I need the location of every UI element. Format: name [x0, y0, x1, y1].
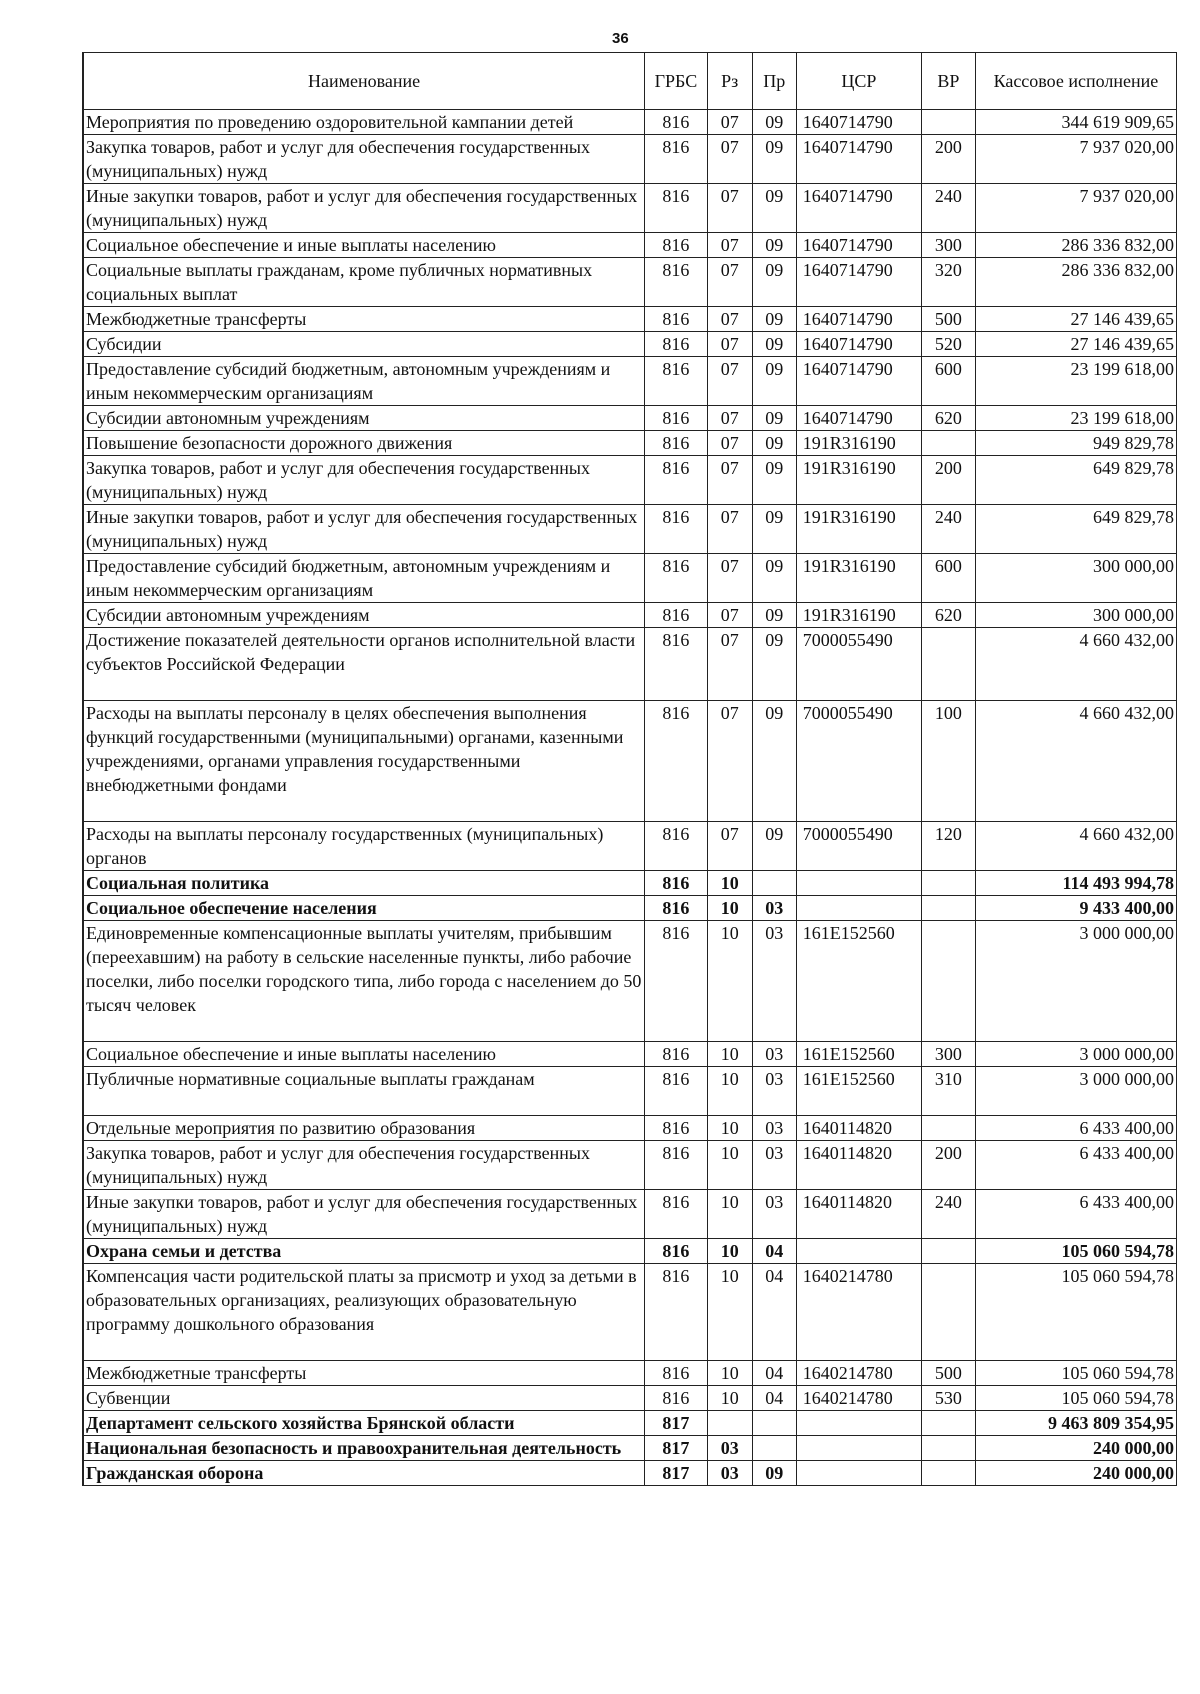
row-rz-cell: 07 [707, 357, 752, 406]
table-row [83, 603, 1177, 628]
row-pr-cell: 09 [752, 822, 796, 871]
row-grbs-cell: 816 [645, 1141, 708, 1190]
column-header-amount: Кассовое исполнение [975, 53, 1176, 110]
row-grbs-cell: 816 [645, 110, 708, 135]
table-row [83, 1190, 1177, 1239]
row-name-cell: Закупка товаров, работ и услуг для обеспечения государственных (муниципальных) нужд [83, 456, 645, 505]
row-pr-cell: 03 [752, 1116, 796, 1141]
table-row [83, 1461, 1177, 1486]
row-grbs-cell: 816 [645, 603, 708, 628]
row-pr-cell: 09 [752, 431, 796, 456]
row-vr-cell: 200 [922, 135, 976, 184]
row-csr-cell: 1640214780 [796, 1386, 921, 1411]
row-vr-cell: 200 [922, 456, 976, 505]
row-rz-cell [707, 1411, 752, 1436]
row-pr-cell [752, 1436, 796, 1461]
column-header-vr: ВР [922, 53, 976, 110]
table-row [83, 1361, 1177, 1386]
row-grbs-cell: 816 [645, 1239, 708, 1264]
row-name-cell: Единовременные компенсационные выплаты учителям, прибывшим (переехавшим) на работу в сельские населенные пункты, либо рабочие поселки, либо поселки городского типа, либо города с населением до 50 тысяч человек [83, 921, 645, 1042]
row-name-cell: Гражданская оборона [83, 1461, 645, 1486]
row-vr-cell: 300 [922, 233, 976, 258]
row-csr-cell: 1640714790 [796, 110, 921, 135]
row-csr-cell: 1640214780 [796, 1361, 921, 1386]
table-row [83, 258, 1177, 307]
row-name-cell: Охрана семьи и детства [83, 1239, 645, 1264]
row-name-cell: Иные закупки товаров, работ и услуг для обеспечения государственных (муниципальных) нужд [83, 184, 645, 233]
row-amount-cell: 105 060 594,78 [975, 1361, 1176, 1386]
row-name-cell: Компенсация части родительской платы за присмотр и уход за детьми в образовательных организациях, реализующих образовательную программу дошкольного образования [83, 1264, 645, 1361]
row-csr-cell: 161E152560 [796, 1067, 921, 1116]
row-grbs-cell: 816 [645, 628, 708, 701]
row-csr-cell: 191R316190 [796, 554, 921, 603]
row-name-cell: Иные закупки товаров, работ и услуг для обеспечения государственных (муниципальных) нужд [83, 1190, 645, 1239]
row-csr-cell: 1640714790 [796, 135, 921, 184]
row-vr-cell: 100 [922, 701, 976, 822]
row-name-cell: Расходы на выплаты персоналу в целях обеспечения выполнения функций государственными (муниципальными) органами, казенными учреждениями, органами управления государственными внебюджетными фондами [83, 701, 645, 822]
row-vr-cell [922, 896, 976, 921]
row-vr-cell [922, 628, 976, 701]
table-row [83, 871, 1177, 896]
row-csr-cell: 1640714790 [796, 184, 921, 233]
row-amount-cell: 4 660 432,00 [975, 701, 1176, 822]
row-rz-cell: 07 [707, 505, 752, 554]
row-amount-cell: 27 146 439,65 [975, 307, 1176, 332]
row-csr-cell: 1640114820 [796, 1116, 921, 1141]
row-rz-cell: 07 [707, 456, 752, 505]
row-pr-cell: 04 [752, 1386, 796, 1411]
row-vr-cell: 530 [922, 1386, 976, 1411]
row-pr-cell: 09 [752, 357, 796, 406]
row-name-cell: Отдельные мероприятия по развитию образования [83, 1116, 645, 1141]
row-pr-cell: 03 [752, 1042, 796, 1067]
row-name-cell: Социальные выплаты гражданам, кроме публичных нормативных социальных выплат [83, 258, 645, 307]
row-csr-cell: 1640114820 [796, 1190, 921, 1239]
row-grbs-cell: 816 [645, 233, 708, 258]
table-row [83, 1264, 1177, 1361]
row-rz-cell: 07 [707, 406, 752, 431]
table-row [83, 1116, 1177, 1141]
row-name-cell: Закупка товаров, работ и услуг для обеспечения государственных (муниципальных) нужд [83, 135, 645, 184]
row-name-cell: Закупка товаров, работ и услуг для обеспечения государственных (муниципальных) нужд [83, 1141, 645, 1190]
row-csr-cell [796, 1239, 921, 1264]
row-grbs-cell: 816 [645, 1190, 708, 1239]
row-pr-cell: 09 [752, 233, 796, 258]
row-amount-cell: 7 937 020,00 [975, 184, 1176, 233]
row-rz-cell: 07 [707, 135, 752, 184]
row-csr-cell: 1640714790 [796, 357, 921, 406]
row-amount-cell: 240 000,00 [975, 1436, 1176, 1461]
row-csr-cell [796, 896, 921, 921]
row-grbs-cell: 816 [645, 258, 708, 307]
column-header-csr: ЦСР [796, 53, 921, 110]
row-vr-cell [922, 1411, 976, 1436]
row-pr-cell: 04 [752, 1264, 796, 1361]
row-amount-cell: 9 463 809 354,95 [975, 1411, 1176, 1436]
row-grbs-cell: 816 [645, 357, 708, 406]
row-csr-cell: 191R316190 [796, 456, 921, 505]
row-csr-cell [796, 1411, 921, 1436]
row-name-cell: Субсидии автономным учреждениям [83, 406, 645, 431]
row-vr-cell [922, 1239, 976, 1264]
row-csr-cell: 191R316190 [796, 505, 921, 554]
row-vr-cell [922, 1264, 976, 1361]
row-name-cell: Субвенции [83, 1386, 645, 1411]
row-rz-cell: 10 [707, 1239, 752, 1264]
row-pr-cell: 09 [752, 258, 796, 307]
row-pr-cell [752, 871, 796, 896]
row-csr-cell: 1640714790 [796, 233, 921, 258]
row-vr-cell: 500 [922, 307, 976, 332]
row-vr-cell: 300 [922, 1042, 976, 1067]
row-grbs-cell: 816 [645, 822, 708, 871]
row-amount-cell: 3 000 000,00 [975, 1042, 1176, 1067]
row-pr-cell: 09 [752, 1461, 796, 1486]
row-amount-cell: 23 199 618,00 [975, 357, 1176, 406]
row-pr-cell: 09 [752, 701, 796, 822]
row-name-cell: Социальная политика [83, 871, 645, 896]
table-row [83, 1042, 1177, 1067]
row-name-cell: Расходы на выплаты персоналу государственных (муниципальных) органов [83, 822, 645, 871]
column-header-name: Наименование [83, 53, 645, 110]
row-csr-cell: 1640714790 [796, 332, 921, 357]
row-name-cell: Публичные нормативные социальные выплаты гражданам [83, 1067, 645, 1116]
row-csr-cell: 191R316190 [796, 603, 921, 628]
row-csr-cell [796, 1436, 921, 1461]
row-name-cell: Мероприятия по проведению оздоровительной кампании детей [83, 110, 645, 135]
row-pr-cell: 09 [752, 135, 796, 184]
table-row [83, 1386, 1177, 1411]
row-csr-cell [796, 1461, 921, 1486]
row-name-cell: Национальная безопасность и правоохранительная деятельность [83, 1436, 645, 1461]
row-rz-cell: 07 [707, 110, 752, 135]
row-vr-cell: 120 [922, 822, 976, 871]
row-amount-cell: 6 433 400,00 [975, 1141, 1176, 1190]
row-amount-cell: 114 493 994,78 [975, 871, 1176, 896]
row-name-cell: Департамент сельского хозяйства Брянской области [83, 1411, 645, 1436]
row-rz-cell: 10 [707, 1386, 752, 1411]
row-amount-cell: 649 829,78 [975, 456, 1176, 505]
row-name-cell: Предоставление субсидий бюджетным, автономным учреждениям и иным некоммерческим организациям [83, 357, 645, 406]
row-rz-cell: 07 [707, 554, 752, 603]
row-csr-cell: 1640714790 [796, 307, 921, 332]
row-csr-cell: 191R316190 [796, 431, 921, 456]
row-pr-cell: 03 [752, 1067, 796, 1116]
row-vr-cell: 240 [922, 184, 976, 233]
row-amount-cell: 23 199 618,00 [975, 406, 1176, 431]
column-header-pr: Пр [752, 53, 796, 110]
row-amount-cell: 240 000,00 [975, 1461, 1176, 1486]
row-grbs-cell: 816 [645, 406, 708, 431]
row-name-cell: Субсидии автономным учреждениям [83, 603, 645, 628]
row-amount-cell: 6 433 400,00 [975, 1116, 1176, 1141]
row-amount-cell: 4 660 432,00 [975, 822, 1176, 871]
row-pr-cell: 03 [752, 921, 796, 1042]
row-pr-cell: 09 [752, 603, 796, 628]
table-row [83, 110, 1177, 135]
row-rz-cell: 10 [707, 921, 752, 1042]
row-amount-cell: 3 000 000,00 [975, 1067, 1176, 1116]
table-row [83, 896, 1177, 921]
row-vr-cell [922, 1116, 976, 1141]
row-grbs-cell: 816 [645, 184, 708, 233]
row-csr-cell: 1640114820 [796, 1141, 921, 1190]
row-grbs-cell: 816 [645, 1361, 708, 1386]
table-row [83, 431, 1177, 456]
row-amount-cell: 286 336 832,00 [975, 233, 1176, 258]
table-row [83, 1141, 1177, 1190]
row-rz-cell: 07 [707, 332, 752, 357]
row-grbs-cell: 816 [645, 1264, 708, 1361]
table-row [83, 1239, 1177, 1264]
row-amount-cell: 300 000,00 [975, 603, 1176, 628]
row-vr-cell: 600 [922, 357, 976, 406]
row-name-cell: Достижение показателей деятельности органов исполнительной власти субъектов Российской Федерации [83, 628, 645, 701]
row-rz-cell: 07 [707, 603, 752, 628]
table-row [83, 406, 1177, 431]
row-name-cell: Межбюджетные трансферты [83, 307, 645, 332]
row-rz-cell: 07 [707, 233, 752, 258]
table-header-row [83, 53, 1177, 110]
row-amount-cell: 949 829,78 [975, 431, 1176, 456]
row-amount-cell: 7 937 020,00 [975, 135, 1176, 184]
row-amount-cell: 105 060 594,78 [975, 1264, 1176, 1361]
row-name-cell: Предоставление субсидий бюджетным, автономным учреждениям и иным некоммерческим организациям [83, 554, 645, 603]
table-row [83, 357, 1177, 406]
table-row [83, 1436, 1177, 1461]
row-pr-cell: 04 [752, 1239, 796, 1264]
row-name-cell: Социальное обеспечение населения [83, 896, 645, 921]
row-name-cell: Межбюджетные трансферты [83, 1361, 645, 1386]
table-row [83, 701, 1177, 822]
row-csr-cell: 7000055490 [796, 628, 921, 701]
row-amount-cell: 105 060 594,78 [975, 1239, 1176, 1264]
row-rz-cell: 10 [707, 1042, 752, 1067]
row-csr-cell: 161E152560 [796, 921, 921, 1042]
row-grbs-cell: 816 [645, 332, 708, 357]
row-name-cell: Социальное обеспечение и иные выплаты населению [83, 1042, 645, 1067]
row-grbs-cell: 816 [645, 431, 708, 456]
row-amount-cell: 344 619 909,65 [975, 110, 1176, 135]
row-rz-cell: 03 [707, 1436, 752, 1461]
row-vr-cell: 240 [922, 505, 976, 554]
row-vr-cell: 240 [922, 1190, 976, 1239]
row-csr-cell: 1640714790 [796, 258, 921, 307]
row-amount-cell: 649 829,78 [975, 505, 1176, 554]
row-amount-cell: 9 433 400,00 [975, 896, 1176, 921]
row-grbs-cell: 816 [645, 456, 708, 505]
row-rz-cell: 07 [707, 258, 752, 307]
row-pr-cell: 03 [752, 1190, 796, 1239]
column-header-grbs: ГРБС [645, 53, 708, 110]
row-grbs-cell: 816 [645, 1116, 708, 1141]
row-pr-cell: 09 [752, 332, 796, 357]
row-csr-cell: 7000055490 [796, 822, 921, 871]
row-name-cell: Повышение безопасности дорожного движения [83, 431, 645, 456]
table-row [83, 505, 1177, 554]
row-pr-cell: 09 [752, 628, 796, 701]
table-row [83, 135, 1177, 184]
row-pr-cell: 09 [752, 110, 796, 135]
table-body [83, 110, 1177, 1486]
row-pr-cell: 09 [752, 554, 796, 603]
row-pr-cell: 09 [752, 184, 796, 233]
row-rz-cell: 03 [707, 1461, 752, 1486]
row-vr-cell [922, 431, 976, 456]
row-vr-cell: 310 [922, 1067, 976, 1116]
row-name-cell: Социальное обеспечение и иные выплаты населению [83, 233, 645, 258]
row-pr-cell: 03 [752, 1141, 796, 1190]
table-row [83, 1411, 1177, 1436]
row-grbs-cell: 816 [645, 896, 708, 921]
table-row [83, 628, 1177, 701]
table-row [83, 332, 1177, 357]
row-grbs-cell: 817 [645, 1461, 708, 1486]
row-vr-cell: 200 [922, 1141, 976, 1190]
row-amount-cell: 6 433 400,00 [975, 1190, 1176, 1239]
row-grbs-cell: 816 [645, 135, 708, 184]
budget-execution-table [82, 52, 1177, 1486]
row-pr-cell: 09 [752, 505, 796, 554]
table-row [83, 456, 1177, 505]
row-rz-cell: 07 [707, 822, 752, 871]
table-row [83, 822, 1177, 871]
row-grbs-cell: 817 [645, 1411, 708, 1436]
row-vr-cell: 500 [922, 1361, 976, 1386]
row-rz-cell: 10 [707, 1141, 752, 1190]
row-pr-cell: 03 [752, 896, 796, 921]
row-amount-cell: 300 000,00 [975, 554, 1176, 603]
row-grbs-cell: 816 [645, 921, 708, 1042]
row-amount-cell: 286 336 832,00 [975, 258, 1176, 307]
row-amount-cell: 4 660 432,00 [975, 628, 1176, 701]
row-pr-cell: 09 [752, 406, 796, 431]
row-vr-cell [922, 921, 976, 1042]
row-pr-cell: 09 [752, 456, 796, 505]
row-grbs-cell: 816 [645, 701, 708, 822]
row-amount-cell: 27 146 439,65 [975, 332, 1176, 357]
table-row [83, 554, 1177, 603]
row-rz-cell: 07 [707, 701, 752, 822]
row-vr-cell [922, 1436, 976, 1461]
table-row [83, 1067, 1177, 1116]
row-csr-cell: 7000055490 [796, 701, 921, 822]
row-vr-cell [922, 110, 976, 135]
row-amount-cell: 105 060 594,78 [975, 1386, 1176, 1411]
row-vr-cell: 520 [922, 332, 976, 357]
column-header-rz: Рз [707, 53, 752, 110]
row-rz-cell: 10 [707, 1190, 752, 1239]
table-row [83, 307, 1177, 332]
row-csr-cell: 161E152560 [796, 1042, 921, 1067]
row-vr-cell [922, 871, 976, 896]
row-csr-cell: 1640214780 [796, 1264, 921, 1361]
row-csr-cell: 1640714790 [796, 406, 921, 431]
row-rz-cell: 10 [707, 1067, 752, 1116]
row-grbs-cell: 816 [645, 505, 708, 554]
row-pr-cell: 09 [752, 307, 796, 332]
row-rz-cell: 07 [707, 431, 752, 456]
row-rz-cell: 10 [707, 1116, 752, 1141]
row-vr-cell: 620 [922, 406, 976, 431]
row-grbs-cell: 816 [645, 307, 708, 332]
table-row [83, 233, 1177, 258]
row-rz-cell: 07 [707, 307, 752, 332]
row-name-cell: Субсидии [83, 332, 645, 357]
row-vr-cell: 620 [922, 603, 976, 628]
row-vr-cell: 600 [922, 554, 976, 603]
row-rz-cell: 07 [707, 628, 752, 701]
row-grbs-cell: 816 [645, 1067, 708, 1116]
row-rz-cell: 10 [707, 871, 752, 896]
table-row [83, 921, 1177, 1042]
row-rz-cell: 07 [707, 184, 752, 233]
row-grbs-cell: 816 [645, 554, 708, 603]
row-rz-cell: 10 [707, 896, 752, 921]
row-pr-cell: 04 [752, 1361, 796, 1386]
row-vr-cell: 320 [922, 258, 976, 307]
row-grbs-cell: 816 [645, 1386, 708, 1411]
row-csr-cell [796, 871, 921, 896]
page-number: 36 [612, 30, 629, 47]
row-rz-cell: 10 [707, 1264, 752, 1361]
row-rz-cell: 10 [707, 1361, 752, 1386]
row-amount-cell: 3 000 000,00 [975, 921, 1176, 1042]
row-vr-cell [922, 1461, 976, 1486]
row-grbs-cell: 817 [645, 1436, 708, 1461]
row-pr-cell [752, 1411, 796, 1436]
row-grbs-cell: 816 [645, 1042, 708, 1067]
table-row [83, 184, 1177, 233]
row-grbs-cell: 816 [645, 871, 708, 896]
row-name-cell: Иные закупки товаров, работ и услуг для обеспечения государственных (муниципальных) нужд [83, 505, 645, 554]
